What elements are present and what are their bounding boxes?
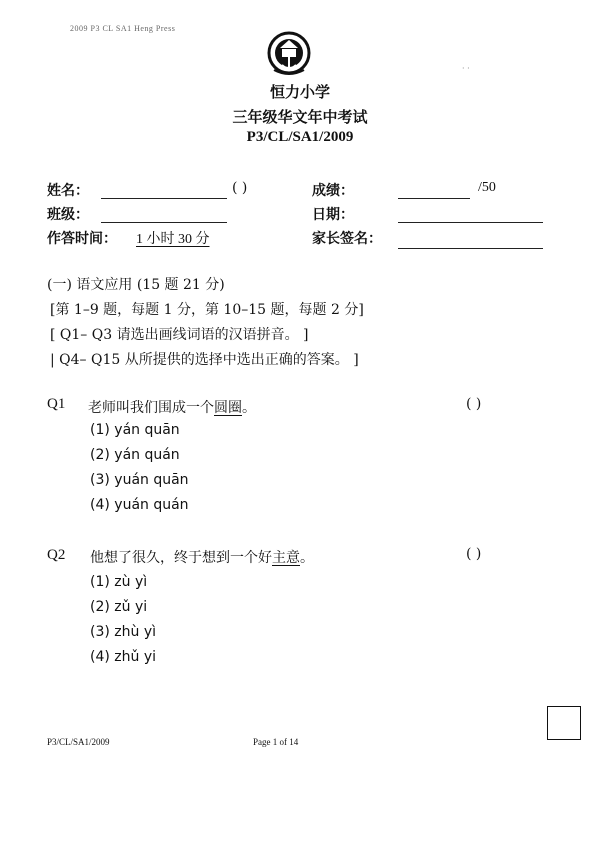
underlined-word: 主意 bbox=[272, 550, 300, 566]
option-1[interactable]: (1) zù yì bbox=[90, 574, 148, 590]
option-2[interactable]: (2) zǔ yi bbox=[90, 599, 148, 615]
school-name: 恒力小学 bbox=[269, 83, 330, 101]
underlined-word: 圆圈 bbox=[214, 400, 242, 416]
running-header: 2009 P3 CL SA1 Heng Press bbox=[70, 24, 176, 33]
school-logo bbox=[266, 30, 312, 78]
name-line[interactable] bbox=[101, 198, 227, 199]
date-line[interactable] bbox=[398, 222, 543, 223]
question-text-before: 老师叫我们围成一个 bbox=[88, 400, 214, 416]
score-line[interactable] bbox=[398, 198, 470, 199]
parent-signature-line[interactable] bbox=[398, 248, 543, 249]
exam-code: P3/CL/SA1/2009 bbox=[246, 129, 354, 145]
option-4[interactable]: (4) zhǔ yi bbox=[90, 649, 157, 665]
score-box[interactable] bbox=[547, 706, 581, 740]
answer-bracket[interactable]: ( ) bbox=[466, 546, 482, 562]
class-line[interactable] bbox=[101, 222, 227, 223]
date-label: 日期： bbox=[312, 207, 354, 223]
time-label: 作答时间： bbox=[47, 231, 117, 247]
question-text bbox=[88, 397, 256, 417]
time-value: 1 小时 30 分 bbox=[136, 232, 210, 247]
instruction-q4-q15: | Q4– Q15 从所提供的选择中选出正确的答案。 ] bbox=[50, 352, 359, 368]
section-title: (一) 语文应用 (15 题 21 分) bbox=[47, 277, 225, 293]
option-1[interactable]: (1) yán quān bbox=[90, 422, 180, 438]
score-total: /50 bbox=[478, 180, 496, 195]
scan-speck: · · bbox=[462, 64, 470, 73]
score-label: 成绩： bbox=[312, 183, 354, 199]
option-2[interactable]: (2) yán quán bbox=[90, 447, 180, 463]
section-marks: [第 1–9 题，每题 1 分，第 10–15 题，每题 2 分] bbox=[50, 302, 364, 318]
question-text-after: 。 bbox=[300, 550, 314, 566]
option-4[interactable]: (4) yuán quán bbox=[90, 497, 189, 513]
parent-signature-label: 家长签名： bbox=[312, 231, 382, 247]
question-text-before: 他想了很久，终于想到一个好 bbox=[90, 550, 272, 566]
name-label: 姓名： bbox=[47, 183, 89, 199]
question-number: Q2 bbox=[47, 547, 66, 563]
answer-bracket[interactable]: ( ) bbox=[466, 396, 482, 412]
question-number: Q1 bbox=[47, 396, 66, 412]
page-number: Page 1 of 14 bbox=[253, 737, 299, 747]
option-3[interactable]: (3) zhù yì bbox=[90, 624, 157, 640]
class-label: 班级： bbox=[47, 207, 89, 223]
question-text-after: 。 bbox=[242, 400, 256, 416]
question-text bbox=[90, 547, 314, 567]
instruction-q1-q3: [ Q1– Q3 请选出画线词语的汉语拼音。 ] bbox=[50, 327, 309, 343]
exam-title: 三年级华文年中考试 bbox=[232, 108, 368, 126]
footer-code: P3/CL/SA1/2009 bbox=[47, 737, 110, 747]
class-number-paren: ( ) bbox=[232, 180, 248, 196]
option-3[interactable]: (3) yuán quān bbox=[90, 472, 189, 488]
